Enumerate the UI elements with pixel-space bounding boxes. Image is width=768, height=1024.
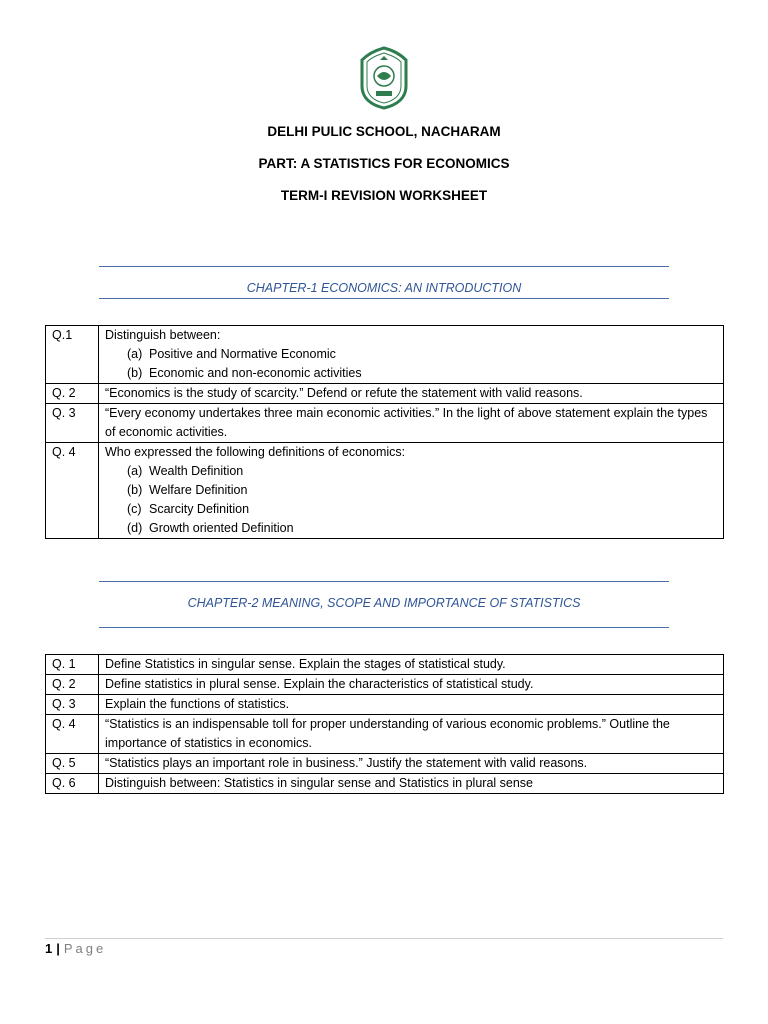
part-title: PART: A STATISTICS FOR ECONOMICS [258,156,510,171]
sub-label: (a) [127,347,143,361]
school-name: DELHI PULIC SCHOOL, NACHARAM [267,124,501,139]
question-number: Q. 2 [46,384,99,404]
question-text: Explain the functions of statistics. [99,695,724,715]
footer-separator: | [56,941,60,956]
sub-item [105,500,717,519]
chapter1-title: CHAPTER-1 ECONOMICS: AN INTRODUCTION [246,281,522,295]
sub-label: (c) [127,502,142,516]
table-row [46,715,724,754]
sub-item [105,364,717,383]
question-number: Q. 4 [46,443,99,539]
sub-item [105,345,717,364]
question-text: Define statistics in plural sense. Explain the characteristics of statistical study. [99,675,724,695]
sub-item [105,519,717,538]
table-row [46,404,724,443]
question-number: Q. 4 [46,715,99,754]
sub-item [105,481,717,500]
question-text: “Statistics is an indispensable toll for proper understanding of various economic problems.” Outline the importance of statistics in economics. [99,715,724,754]
question-text: “Economics is the study of scarcity.” Defend or refute the statement with valid reasons. [99,384,724,404]
chapter1-question-table [45,325,724,539]
table-row [46,443,724,539]
chapter1-top-rule [99,266,669,267]
question-number: Q. 3 [46,695,99,715]
question-number: Q. 1 [46,655,99,675]
school-logo [359,46,409,110]
sub-label: (d) [127,521,143,535]
table-row [46,754,724,774]
sub-text: Wealth Definition [149,464,244,478]
sub-label: (b) [127,366,143,380]
worksheet-title: TERM-I REVISION WORKSHEET [280,188,488,203]
question-text: “Every economy undertakes three main economic activities.” In the light of above statement explain the types of economic activities. [99,404,724,443]
table-row [46,675,724,695]
page-number: 1 [45,941,53,956]
question-text: Define Statistics in singular sense. Explain the stages of statistical study. [99,655,724,675]
question-cell [99,443,724,539]
sub-item [105,462,717,481]
question-number: Q. 3 [46,404,99,443]
table-row [46,774,724,794]
chapter1-bottom-rule [99,298,669,299]
chapter2-title: CHAPTER-2 MEANING, SCOPE AND IMPORTANCE OF STATISTICS [187,596,581,610]
sub-label: (b) [127,483,143,497]
question-text: Distinguish between: Statistics in singular sense and Statistics in plural sense [99,774,724,794]
page-footer [45,941,106,956]
table-row [46,655,724,675]
question-number: Q.1 [46,326,99,384]
sub-text: Growth oriented Definition [149,521,294,535]
chapter2-bottom-rule [99,627,669,628]
question-text: Distinguish between: [105,328,221,342]
question-number: Q. 5 [46,754,99,774]
table-row [46,326,724,384]
sub-text: Positive and Normative Economic [149,347,336,361]
question-number: Q. 6 [46,774,99,794]
chapter2-question-table [45,654,724,794]
page-word: Page [63,941,107,956]
question-cell [99,326,724,384]
question-text: Who expressed the following definitions of economics: [105,445,406,459]
sub-text: Economic and non-economic activities [149,366,362,380]
sub-text: Welfare Definition [149,483,248,497]
chapter2-top-rule [99,581,669,582]
table-row [46,695,724,715]
sub-label: (a) [127,464,143,478]
table-row [46,384,724,404]
question-text: “Statistics plays an important role in business.” Justify the statement with valid reasons. [99,754,724,774]
sub-text: Scarcity Definition [149,502,250,516]
footer-rule [45,938,723,939]
question-number: Q. 2 [46,675,99,695]
